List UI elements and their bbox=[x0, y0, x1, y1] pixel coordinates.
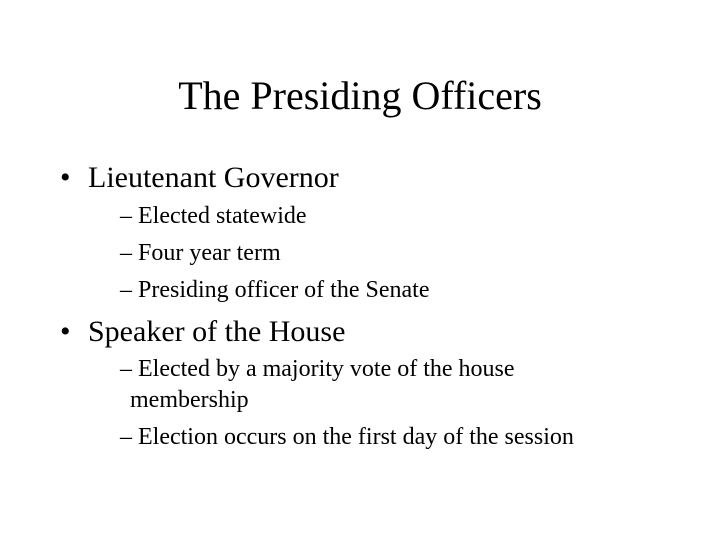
bullet-text: Speaker of the House bbox=[88, 315, 346, 348]
subitem-marker: – bbox=[120, 203, 132, 229]
subitem-text: Elected by a majority vote of the house bbox=[138, 356, 515, 382]
subitem-text: Presiding officer of the Senate bbox=[138, 277, 430, 303]
subitem-elected-by-majority bbox=[120, 356, 660, 383]
slide-title: The Presiding Officers bbox=[178, 73, 542, 118]
subitem-election-first-day bbox=[120, 424, 660, 451]
bullet-lieutenant-governor bbox=[60, 160, 339, 196]
bullet-marker: • bbox=[60, 161, 71, 194]
subitem-marker: – bbox=[120, 240, 132, 266]
bullet-marker: • bbox=[60, 315, 71, 348]
subitem-marker: – bbox=[120, 424, 132, 450]
subitem-text: Four year term bbox=[138, 240, 281, 266]
bullet-text: Lieutenant Governor bbox=[88, 161, 339, 194]
subitem-four-year-term bbox=[120, 240, 660, 267]
subitem-text: Election occurs on the first day of the session bbox=[138, 424, 574, 450]
subitem-elected-statewide bbox=[120, 203, 660, 230]
subitem-marker: – bbox=[120, 356, 132, 382]
bullet-speaker-of-the-house bbox=[60, 314, 345, 350]
subitem-text: Elected statewide bbox=[138, 203, 307, 229]
subitem-text: membership bbox=[130, 387, 249, 413]
subitem-presiding-officer-senate bbox=[120, 277, 660, 304]
subitem-membership-continuation bbox=[120, 387, 660, 414]
subitem-marker: – bbox=[120, 277, 132, 303]
